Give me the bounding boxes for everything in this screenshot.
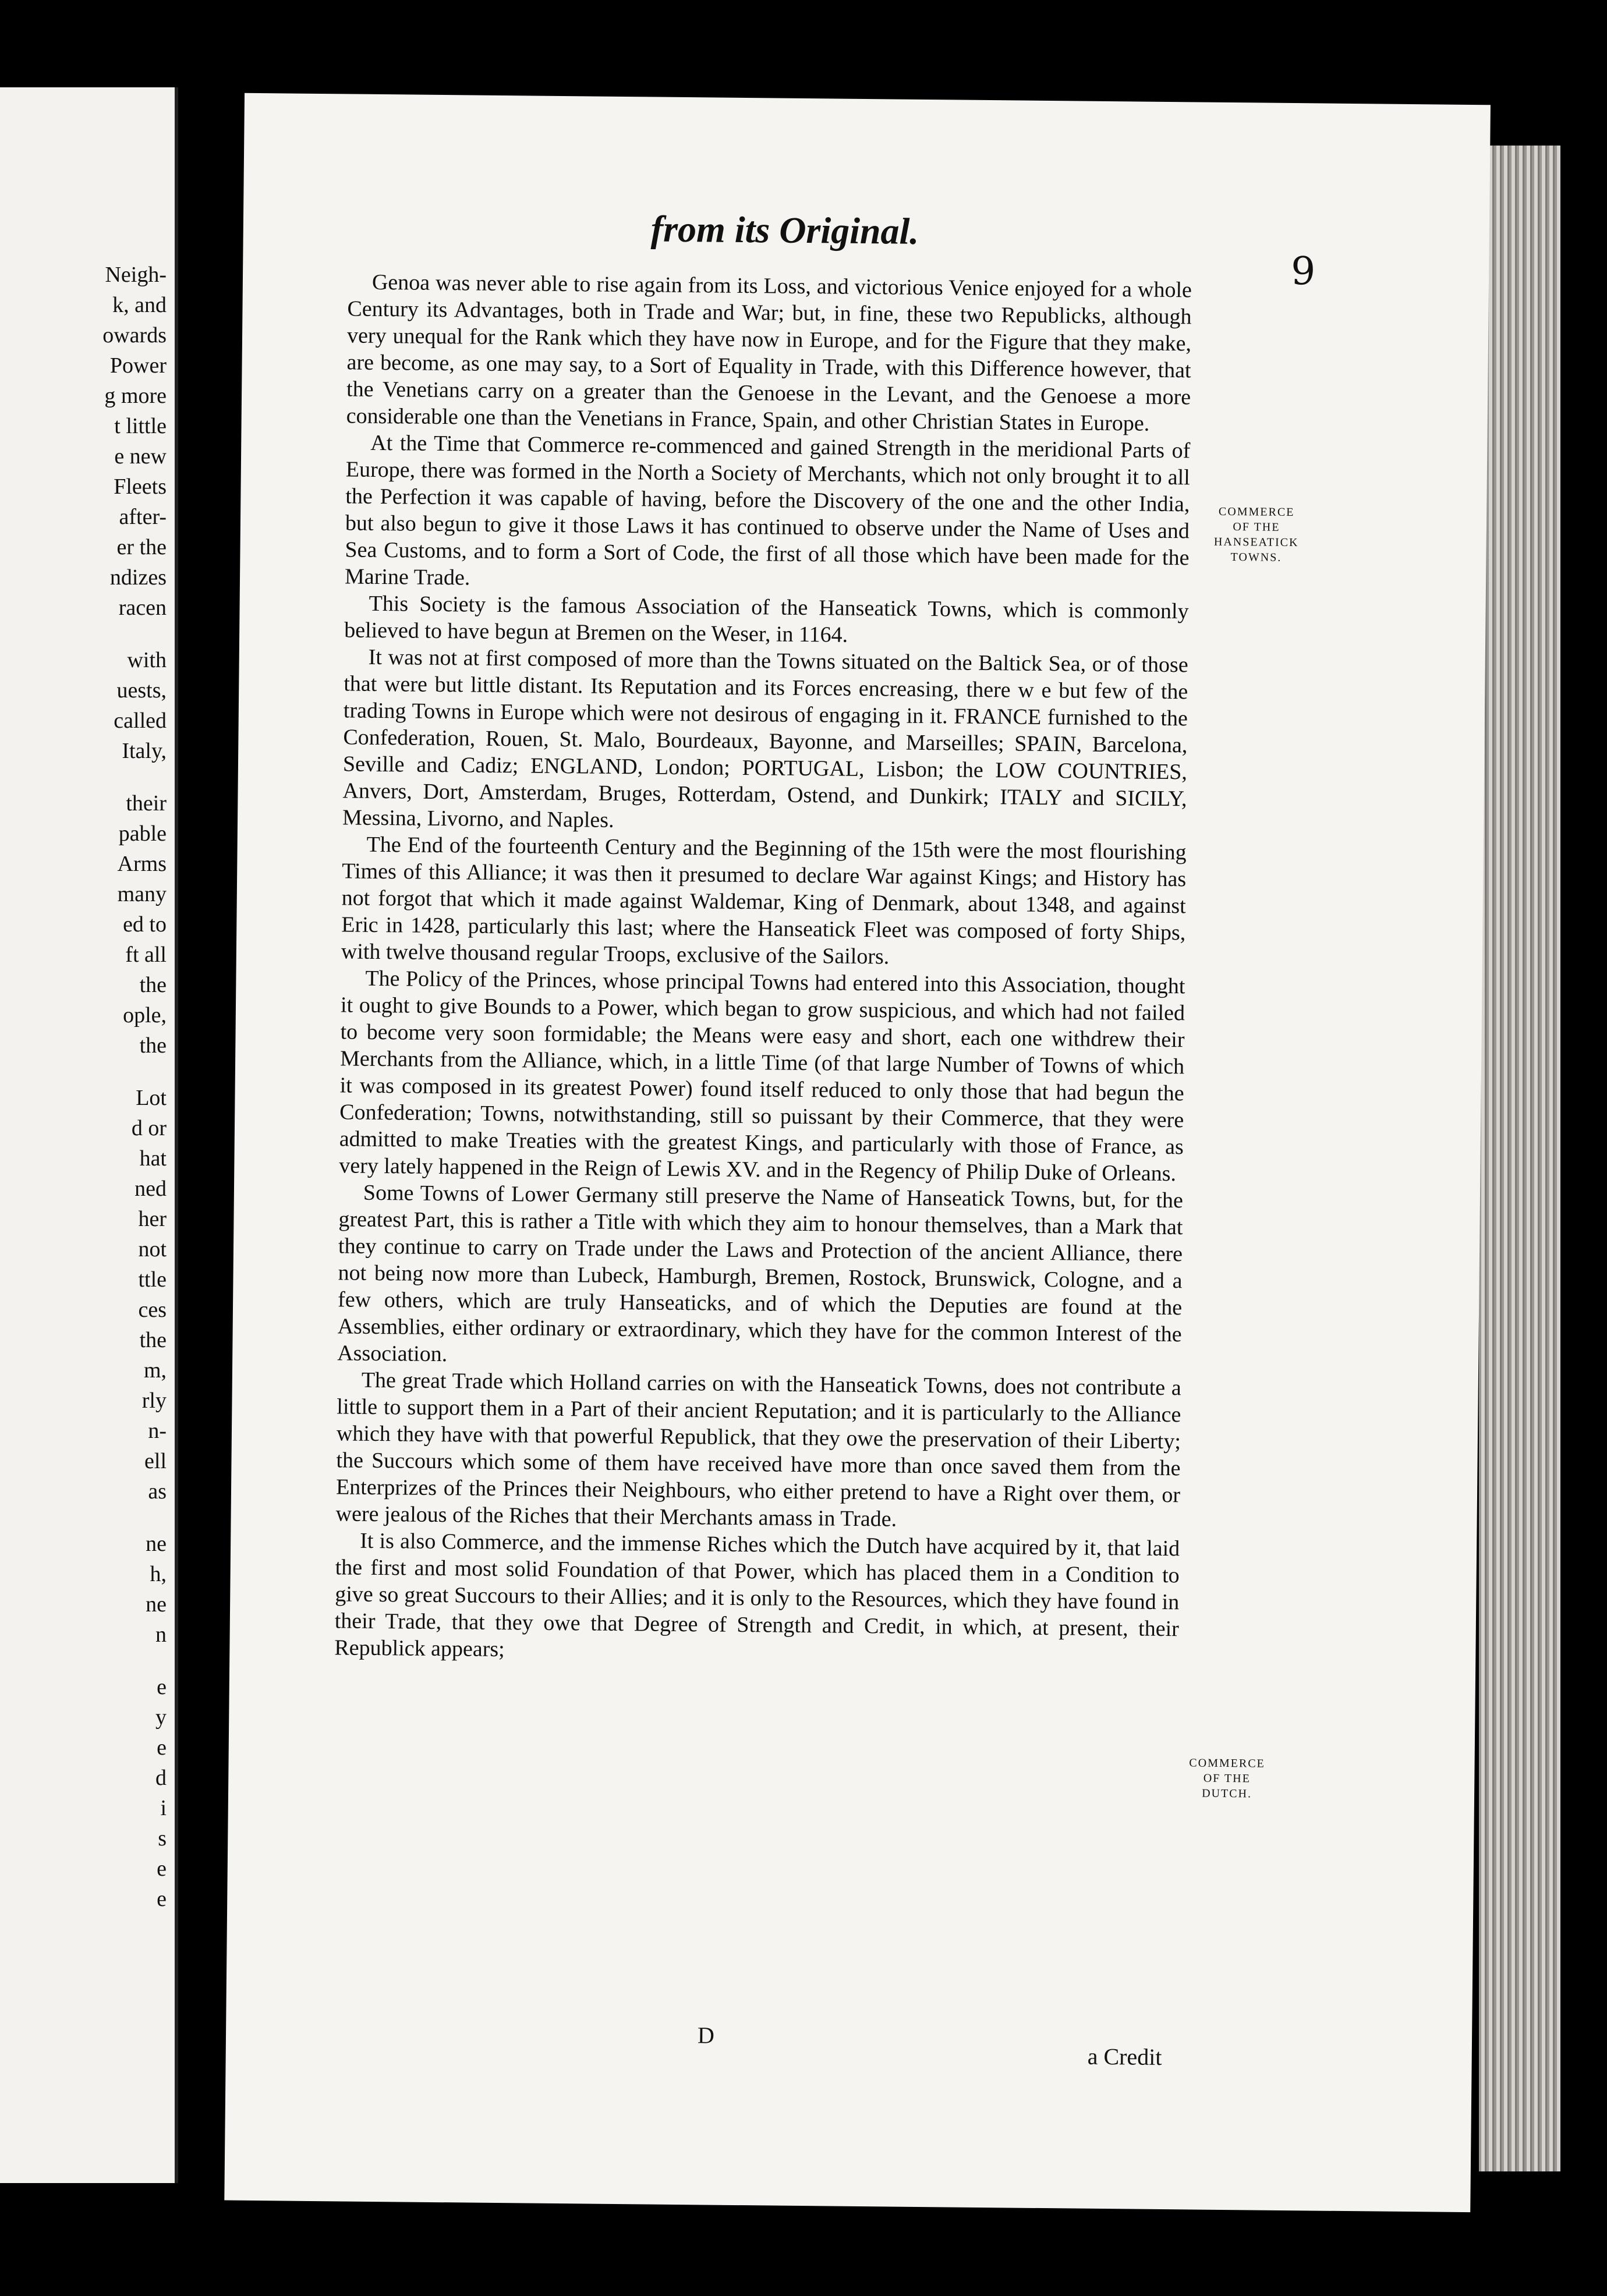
left-page-line: e [157, 1675, 167, 1699]
running-head: from its Original. [650, 208, 919, 252]
left-page-line: er the [116, 535, 167, 559]
margin-note-line: HANSEATICK [1213, 535, 1299, 550]
left-page-line: Power [109, 353, 167, 378]
left-page-line: ell [144, 1449, 167, 1473]
paragraph: The Policy of the Princes, whose principal Towns had entered into this Association, thought it ought to give Bounds to a Power, which began to grow suspicious, and which had not failed to become very soon formidable; the Means were easy and short, each one withdrew their Merchants from the Alliance, which, in a little Time (of that large Number of Towns of which it was composed in its greatest Power) found itself reduced to only those that had begun the Confederation; Towns, notwithstanding, still so puissant by their Commerce, that they were admitted to make Treaties with the greatest Kings, and particularly with those of France, as very lately happened in the Reign of Lewis XV. and in the Regency of Philip Duke of Orleans. [339, 966, 1185, 1186]
left-page-line: ndizes [109, 565, 167, 590]
left-page-line: ne [146, 1532, 167, 1556]
left-page-line: i [160, 1796, 167, 1820]
left-page-line: as [148, 1479, 167, 1504]
left-page-line: d or [131, 1116, 167, 1140]
left-page-line: ne [146, 1592, 167, 1617]
page-edges [1479, 146, 1560, 2171]
margin-note-line: COMMERCE [1189, 1756, 1265, 1770]
left-page-line: e new [114, 444, 167, 469]
paragraph: Genoa was never able to rise again from its Loss, and victorious Venice enjoyed for a whole Century its Advantages, both in Trade and War; but, in fine, these two Republicks, although very unequal for the Rank which they have now in Europe, and for the Figure that they make, are become, as one may say, to a Sort of Equality in Trade, with this Difference however, that the Venetians carry on a greater than the Genoese in the Levant, and the Genoese a more considerable one than the Venetians in France, Spain, and other Christian States in Europe. [346, 270, 1192, 436]
left-page-line: n- [148, 1419, 167, 1443]
paragraph: The End of the fourteenth Century and the Beginning of the 15th were the most flourishing Times of this Alliance; it was then it presumed to declare War against Kings; and History has not forgot that which it made against Waldemar, King of Denmark, about 1348, and against Eric in 1428, particularly this last; where the Hanseatick Fleet was composed of forty Ships, with twelve thousand regular Troops, exclusive of the Sailors. [341, 832, 1187, 969]
left-page-line: e [157, 1856, 167, 1881]
left-page-line: t little [114, 414, 167, 438]
paragraph: At the Time that Commerce re-commenced and gained Strength in the meridional Parts of Europe, there was formed in the North a Society of Merchants, which not only brought it to all the Perfection it was capable of having, before the Discovery of the one and the other India, but also begun to give it those Laws it has continued to observe under the Name of Uses and Sea Customs, and to form a Sort of Code, the first of all those which have been made for the Marine Trade. [344, 430, 1191, 590]
left-page-line: after- [119, 505, 167, 529]
left-page-line: Fleets [114, 474, 167, 499]
paragraph: It was not at first composed of more than the Towns situated on the Baltick Sea, or of those that were but little distant. Its Reputation and its Forces encreasing, there w e but few of the trading Towns in Europe which were not desirous of engaging in it. FRANCE furnished to the Confederation, Rouen, St. Malo, Bourdeaux, Bayonne, and Marseilles; SPAIN, Barcelona, Seville and Cadiz; ENGLAND, London; PORTUGAL, Lisbon; the LOW COUNTRIES, Anvers, Dort, Amsterdam, Bruges, Rotterdam, Ostend, and Dunkirk; ITALY and SICILY, Messina, Livorno, and Naples. [342, 644, 1188, 832]
catchword: a Credit [1087, 2043, 1162, 2071]
left-page-line: ople, [123, 1003, 167, 1027]
left-page-line: g more [104, 384, 167, 408]
left-page-line: racen [118, 596, 167, 620]
left-page-line: hat [139, 1146, 167, 1171]
left-page-line: d [155, 1766, 167, 1790]
left-page-line: ft all [125, 943, 167, 967]
paragraph: This Society is the famous Association of the Hanseatick Towns, which is commonly believed to have begun at Bremen on the Weser, in 1164. [344, 591, 1189, 647]
left-page-line: called [114, 708, 167, 733]
left-page-line: ttle [138, 1267, 167, 1292]
margin-note-line: OF THE [1233, 520, 1280, 534]
paragraph: The great Trade which Holland carries on with the Hanseatick Towns, does not contribute a little to support them in a Part of their ancient Reputation; and it is particularly to the Alliance which they have with that powerful Republick, that they owe the preservation of their Liberty; the Succours which some of them have received have more than once saved them from the Enterprizes of the Princes their Neighbours, who either pretend to have a Right over them, or were jealous of the Riches that their Merchants amass in Trade. [335, 1367, 1181, 1532]
left-page-line: the [139, 973, 167, 997]
left-page-line: their [126, 791, 167, 816]
left-page-line: the [139, 1033, 167, 1058]
left-page-line: rly [141, 1388, 167, 1413]
left-page-line: Neigh- [105, 263, 167, 287]
left-page-line: Lot [136, 1086, 167, 1110]
body-text [334, 268, 1192, 1669]
left-page-line: uests, [116, 678, 167, 703]
left-page-fragment [0, 87, 178, 2183]
margin-note-hanseatick [1201, 504, 1312, 566]
left-page-line: with [127, 648, 167, 672]
left-page-line: h, [150, 1562, 167, 1586]
page-number: 9 [1290, 248, 1316, 294]
left-page-line: k, and [112, 293, 167, 317]
left-page-line: many [117, 882, 167, 906]
margin-note-line: TOWNS. [1230, 551, 1282, 564]
left-page-line: her [138, 1207, 167, 1231]
left-page-line: Arms [117, 852, 167, 876]
left-page-line: s [158, 1826, 167, 1851]
paragraph: Some Towns of Lower Germany still preserve the Name of Hanseatick Towns, but, for the greatest Part, this is rather a Title with which they aim to honour themselves, than a Mark that they continue to carry on Trade under the Laws and Protection of the ancient Alliance, there not being now more than Lubeck, Hamburgh, Bremen, Rostock, Brunswick, Cologne, and a few others, which are truly Hanseaticks, and of which the Deputies are found at the Assemblies, either ordinary or extraordinary, which they have for the common Interest of the Association. [337, 1180, 1184, 1367]
left-page-line: the [139, 1328, 167, 1352]
paragraph: It is also Commerce, and the immense Riches which the Dutch have acquired by it, that laid the first and most solid Foundation of that Power, which has placed them in a Condition to give so great Succours to their Allies; and it is only to the Resources, which they have found in their Trade, that they owe that Degree of Strength and Credit, in which, at present, their Republick appears; [334, 1528, 1180, 1662]
left-page-line: n [155, 1622, 167, 1647]
left-page-line: e [157, 1735, 167, 1760]
left-page-line: Italy, [122, 739, 167, 763]
left-page-line: owards [102, 323, 167, 348]
left-page-line: y [155, 1705, 167, 1730]
left-page-line: ces [138, 1298, 167, 1322]
left-page-line: not [138, 1237, 167, 1262]
signature-mark: D [697, 2022, 715, 2049]
left-page-line: e [157, 1887, 167, 1911]
left-page-line: ed to [123, 912, 167, 937]
book-page [224, 93, 1491, 2212]
left-page-line: ned [134, 1177, 167, 1201]
margin-note-line: COMMERCE [1218, 505, 1295, 519]
left-page-line: m, [143, 1358, 167, 1383]
margin-note-line: OF THE [1203, 1771, 1251, 1785]
margin-note-line: DUTCH. [1202, 1787, 1252, 1801]
left-page-line: pable [118, 821, 167, 846]
margin-note-dutch [1171, 1755, 1283, 1802]
